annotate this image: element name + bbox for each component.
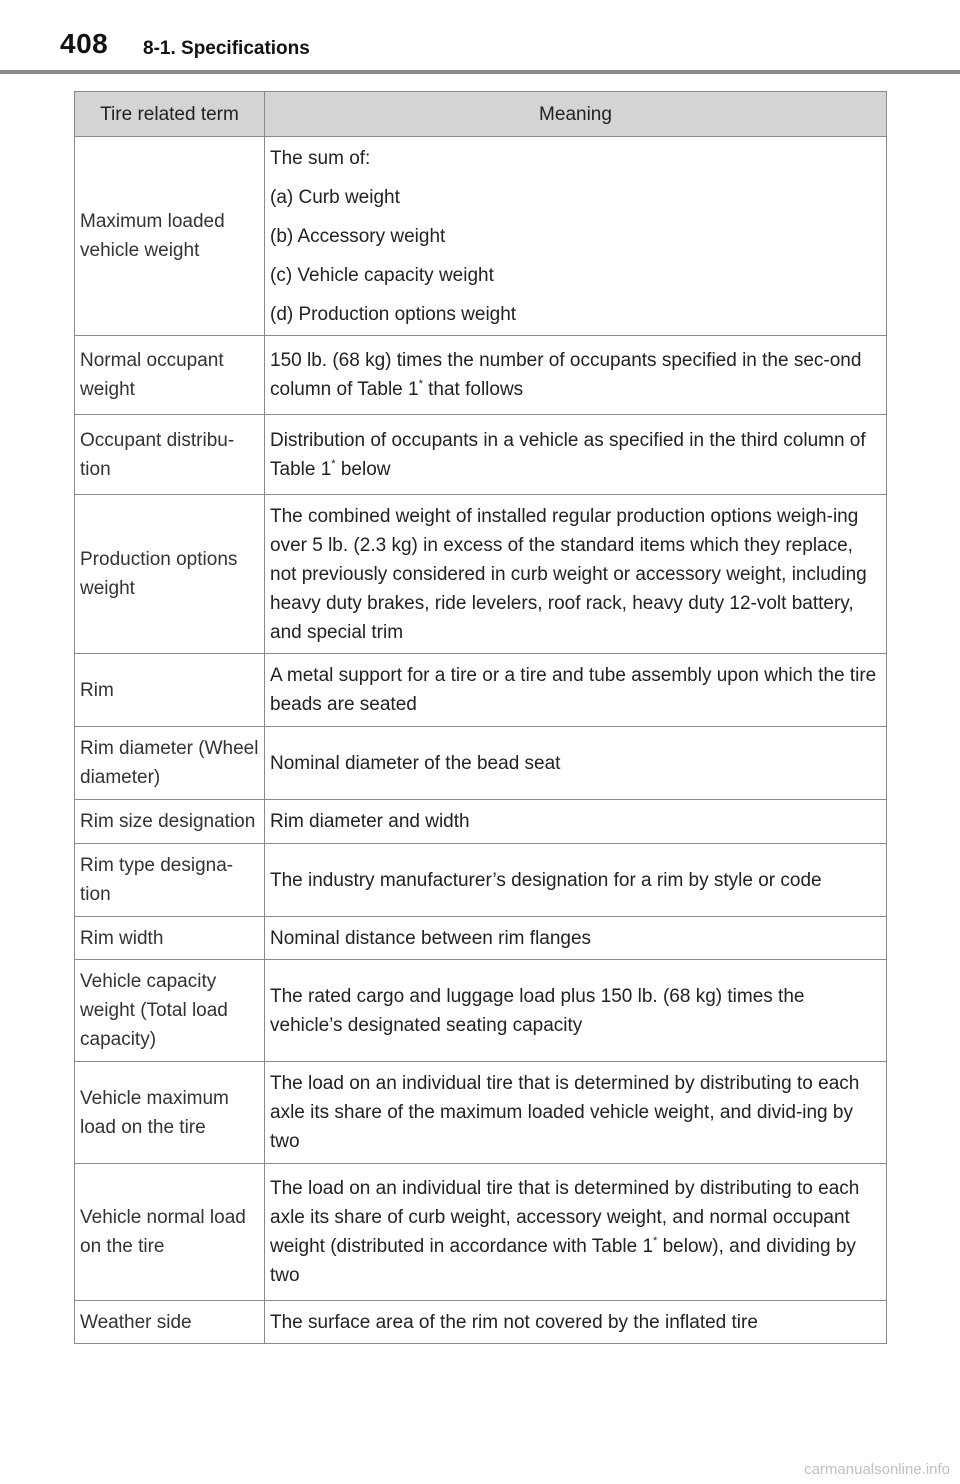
term-cell: Rim	[75, 654, 265, 727]
table-row	[75, 654, 887, 727]
table-header-row	[75, 92, 887, 137]
table-row	[75, 727, 887, 800]
column-header-meaning: Meaning	[265, 92, 887, 137]
section-title: 8-1. Specifications	[143, 38, 310, 59]
table-row	[75, 1164, 887, 1301]
meaning-text: below), and dividing by two	[270, 1236, 856, 1286]
meaning-line: (b) Accessory weight	[270, 225, 446, 247]
term-cell: Normal occupant weight	[75, 336, 265, 415]
table-row	[75, 1062, 887, 1164]
meaning-text: that follows	[422, 379, 524, 400]
meaning-line: The sum of:	[270, 147, 371, 169]
table-row	[75, 844, 887, 917]
term-cell: Vehicle normal load on the tire	[75, 1164, 265, 1301]
column-header-term: Tire related term	[75, 92, 265, 137]
table-row	[75, 137, 887, 336]
term-cell: Rim size designation	[75, 800, 265, 844]
footnote-mark: *	[653, 1235, 658, 1247]
meaning-text: The load on an individual tire that is determined by distributing to each axle its share of curb weight, accessory weight, and normal occupant weight (distributed in accordance with Table 1	[270, 1178, 860, 1257]
footnote-mark: *	[331, 457, 336, 470]
term-cell: Rim width	[75, 917, 265, 960]
table-row	[75, 917, 887, 960]
page-header	[0, 0, 960, 76]
tire-terms-table	[74, 91, 887, 1344]
term-cell: Rim diameter (Wheel diameter)	[75, 727, 265, 800]
header-rule	[0, 70, 960, 74]
meaning-text: Distribution of occupants in a vehicle as specified in the third column of Table 1	[270, 429, 866, 480]
term-cell: Weather side	[75, 1301, 265, 1344]
table-row	[75, 495, 887, 654]
meaning-cell: The surface area of the rim not covered by the inflated tire	[265, 1301, 887, 1344]
footnote-mark: *	[418, 378, 423, 390]
table-row	[75, 960, 887, 1062]
meaning-cell: The combined weight of installed regular production options weigh-ing over 5 lb. (2.3 kg) in excess of the standard items which they replace, not previously considered in curb weight or accessory weight, including heavy duty brakes, ride levelers, roof rack, heavy duty 12-volt battery, and special trim	[265, 495, 887, 654]
term-cell: Vehicle capacity weight (Total load capacity)	[75, 960, 265, 1062]
page-number: 408	[60, 28, 109, 59]
meaning-cell	[265, 137, 887, 336]
term-cell: Vehicle maximum load on the tire	[75, 1062, 265, 1164]
meaning-line: (d) Production options weight	[270, 303, 517, 325]
table-row	[75, 415, 887, 495]
table-row	[75, 800, 887, 844]
site-watermark: carmanualsonline.info	[804, 1461, 950, 1478]
term-cell: Maximum loaded vehicle weight	[75, 137, 265, 336]
meaning-line: (a) Curb weight	[270, 186, 400, 208]
meaning-cell: Nominal distance between rim flanges	[265, 917, 887, 960]
meaning-text: below	[335, 458, 391, 480]
meaning-cell: Nominal diameter of the bead seat	[265, 727, 887, 800]
term-cell: Occupant distribu-tion	[75, 415, 265, 495]
meaning-cell: A metal support for a tire or a tire and tube assembly upon which the tire beads are seated	[265, 654, 887, 727]
term-cell: Production options weight	[75, 495, 265, 654]
meaning-cell	[265, 336, 887, 415]
meaning-cell	[265, 1164, 887, 1301]
meaning-cell: The industry manufacturer’s designation for a rim by style or code	[265, 844, 887, 917]
table-row	[75, 336, 887, 415]
meaning-line: (c) Vehicle capacity weight	[270, 264, 494, 286]
term-cell: Rim type designa-tion	[75, 844, 265, 917]
meaning-text: 150 lb. (68 kg) times the number of occupants specified in the sec-ond column of Table 1	[270, 350, 862, 400]
table-row	[75, 1301, 887, 1344]
meaning-cell: The rated cargo and luggage load plus 150 lb. (68 kg) times the vehicle’s designated seating capacity	[265, 960, 887, 1062]
meaning-cell: Rim diameter and width	[265, 800, 887, 844]
meaning-cell	[265, 415, 887, 495]
meaning-cell: The load on an individual tire that is determined by distributing to each axle its share of the maximum loaded vehicle weight, and divid-ing by two	[265, 1062, 887, 1164]
